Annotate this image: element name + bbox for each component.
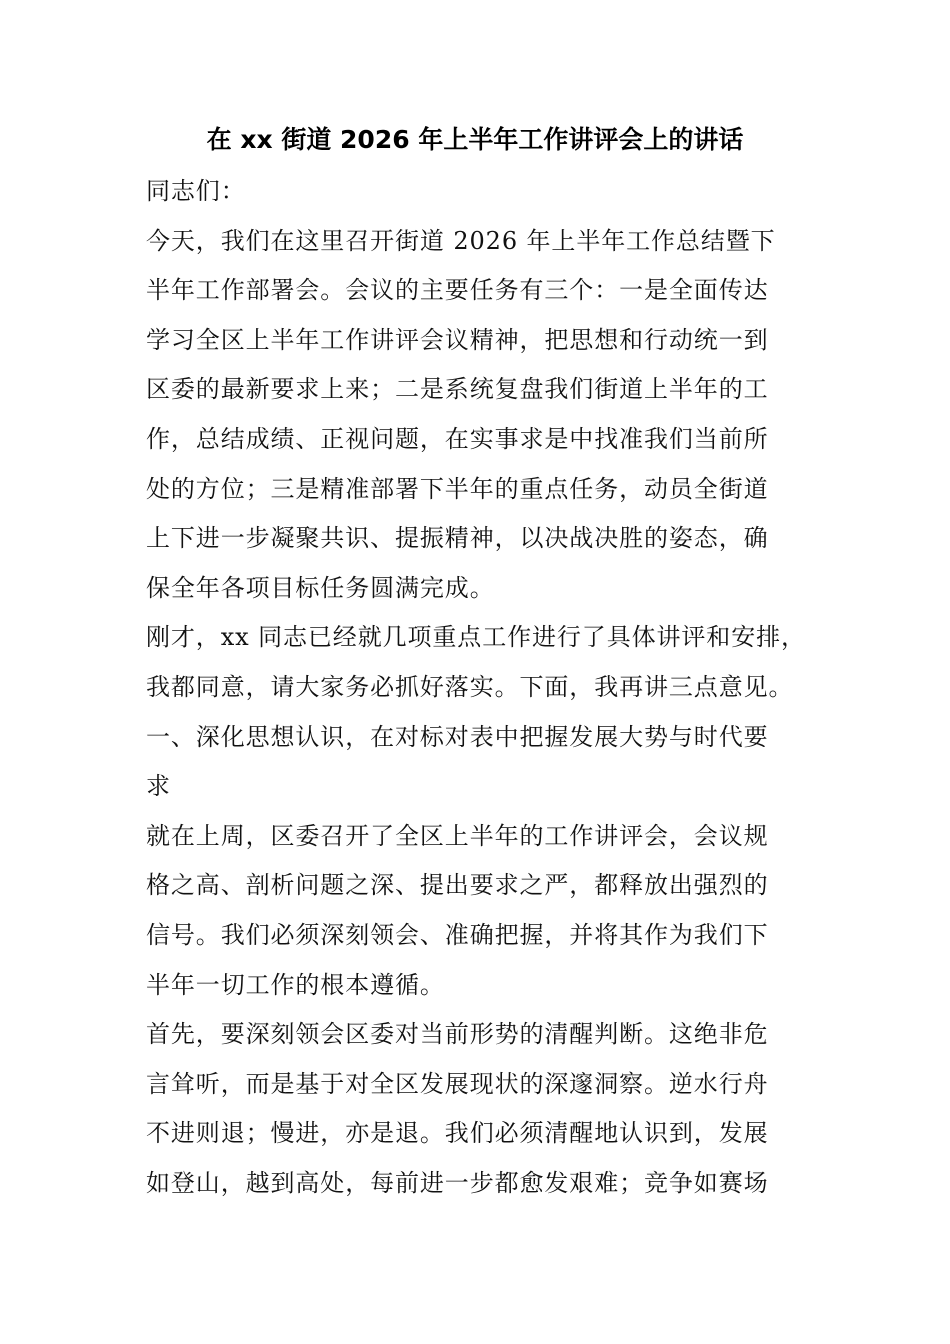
text-line: 就在上周，区委召开了全区上半年的工作讲评会，会议规 bbox=[146, 821, 769, 850]
section-heading: 一、深化思想认识，在对标对表中把握发展大势与时代要 bbox=[146, 722, 769, 751]
text-line: 同志们： bbox=[146, 177, 246, 205]
text-line: 处的方位；三是精准部署下半年的重点任务，动员全街道 bbox=[146, 474, 769, 503]
text-line: 我都同意，请大家务必抓好落实。下面，我再讲三点意见。 bbox=[146, 672, 794, 701]
text-line: 格之高、剖析问题之深、提出要求之严，都释放出强烈的 bbox=[146, 871, 769, 900]
text-line: 半年工作部署会。会议的主要任务有三个：一是全面传达 bbox=[146, 276, 769, 305]
text-line: 如登山，越到高处，每前进一步都愈发艰难；竞争如赛场 bbox=[146, 1168, 769, 1197]
text-line: 上下进一步凝聚共识、提振精神，以决战决胜的姿态，确 bbox=[146, 524, 769, 553]
section-heading: 求 bbox=[146, 772, 171, 801]
text-line: 信号。我们必须深刻领会、准确把握，并将其作为我们下 bbox=[146, 920, 769, 949]
text-line: 区委的最新要求上来；二是系统复盘我们街道上半年的工 bbox=[146, 375, 769, 404]
text-line: 作，总结成绩、正视问题，在实事求是中找准我们当前所 bbox=[146, 424, 769, 453]
text-line: 保全年各项目标任务圆满完成。 bbox=[146, 573, 495, 602]
document-body bbox=[146, 167, 806, 1208]
text-line: 今天，我们在这里召开街道 2026 年上半年工作总结暨下 bbox=[146, 226, 776, 255]
text-line: 言耸听，而是基于对全区发展现状的深邃洞察。逆水行舟 bbox=[146, 1069, 769, 1098]
text-line: 首先，要深刻领会区委对当前形势的清醒判断。这绝非危 bbox=[146, 1020, 769, 1049]
text-line: 刚才，xx 同志已经就几项重点工作进行了具体讲评和安排， bbox=[146, 623, 806, 652]
text-line: 学习全区上半年工作讲评会议精神，把思想和行动统一到 bbox=[146, 325, 769, 354]
text-line: 不进则退；慢进，亦是退。我们必须清醒地认识到，发展 bbox=[146, 1119, 769, 1148]
text-line: 半年一切工作的根本遵循。 bbox=[146, 970, 445, 999]
document-title: 在 xx 街道 2026 年上半年工作讲评会上的讲话 bbox=[206, 125, 744, 154]
